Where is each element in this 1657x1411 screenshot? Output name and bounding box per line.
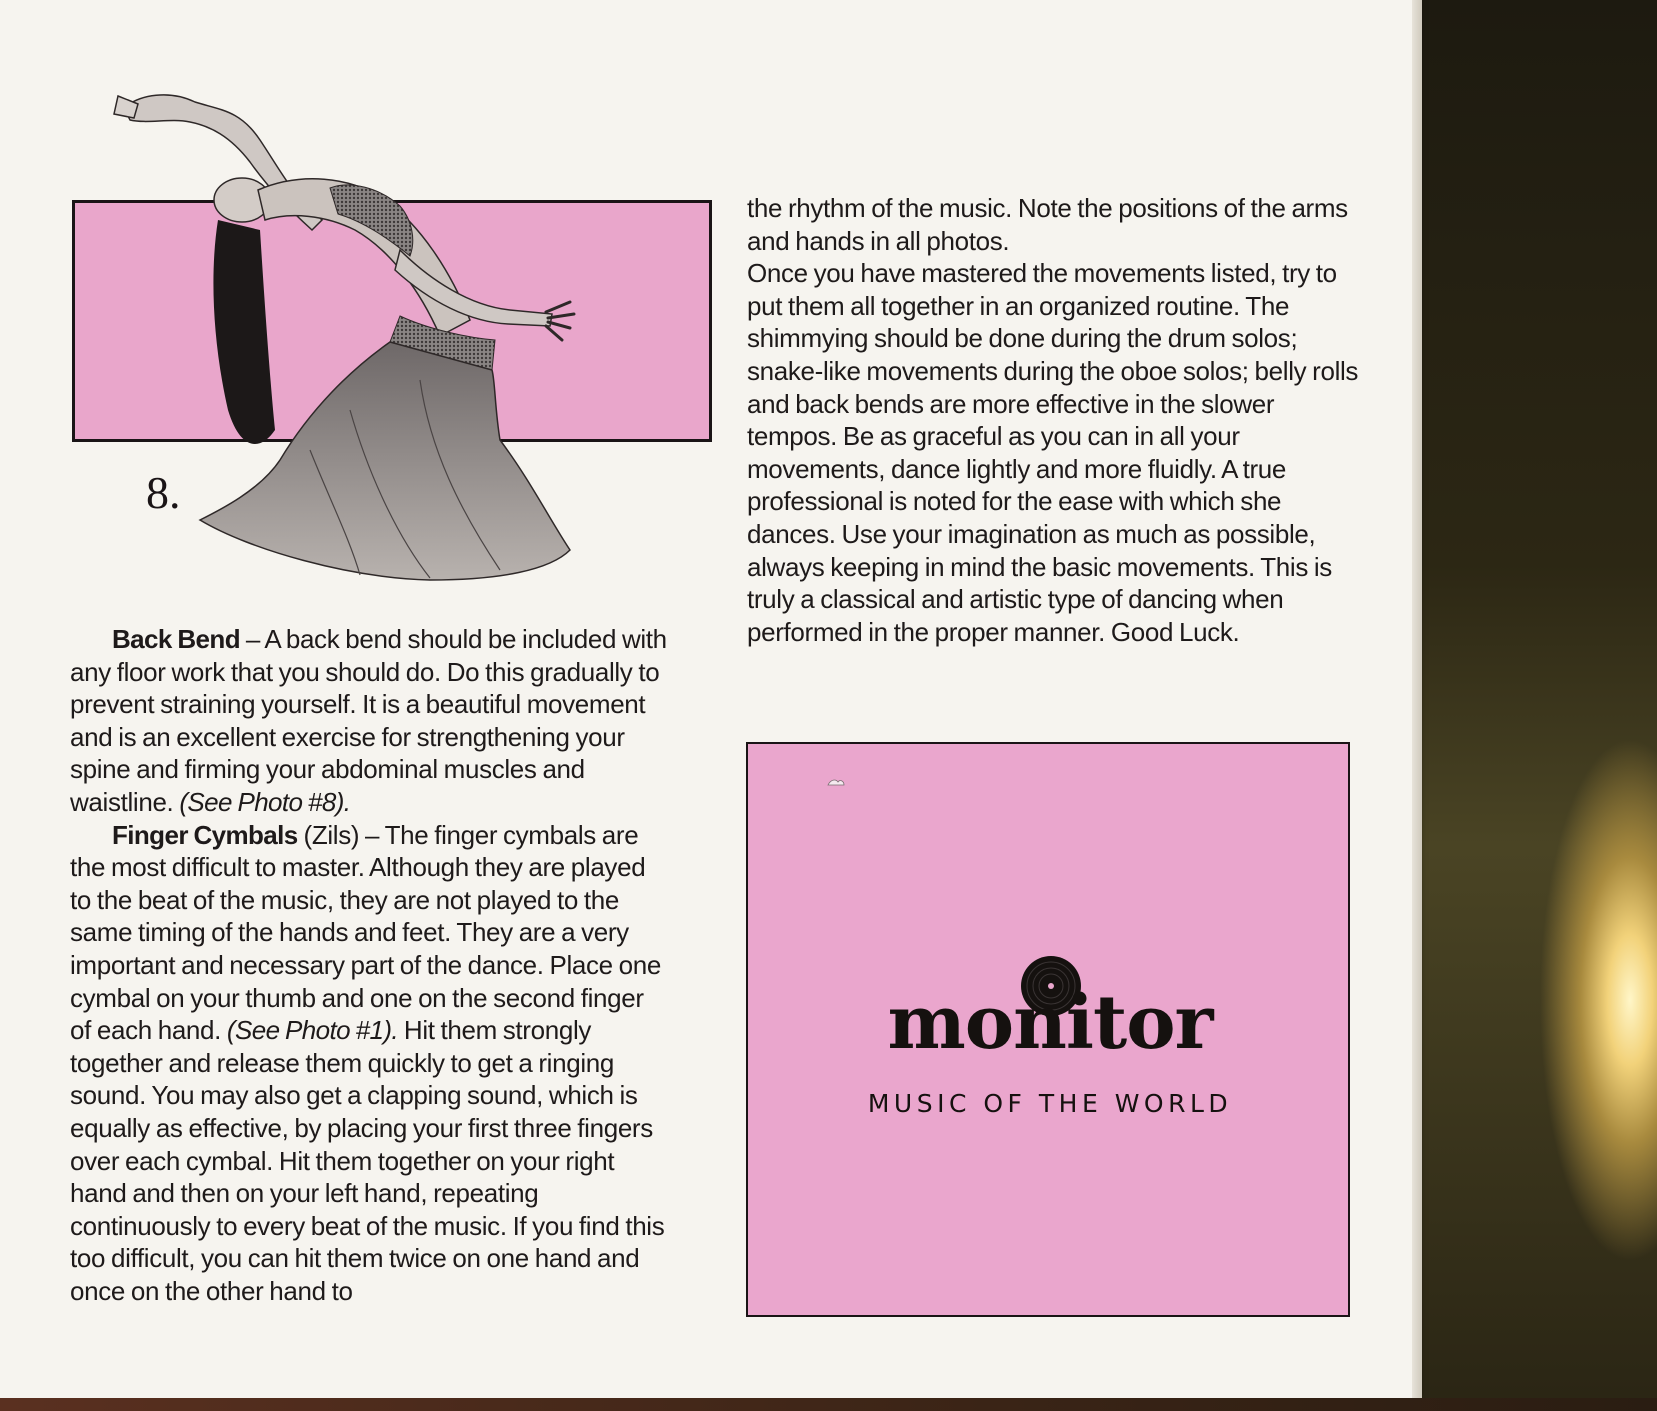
background-surface bbox=[1410, 0, 1657, 1411]
finger-cymbals-paragraph bbox=[70, 819, 670, 1308]
bottom-edge-strip bbox=[0, 1398, 1657, 1411]
monitor-tagline: MUSIC OF THE WORLD bbox=[867, 1089, 1233, 1118]
routine-paragraph: Once you have mastered the movements listed, try to put them all together in an organized routine. The shimmying should be done during the drum solos; snake-like movements during the oboe solos; belly rolls and back bends are more effective in the slower tempos. Be as graceful as you can in all your movements, dance lightly and more fluidly. A true professional is noted for the ease with which she dances. Use your imagination as much as possible, always keeping in mind the basic movements. This is truly a classical and artistic type of dancing when performed in the proper manner. Good Luck. bbox=[747, 258, 1359, 647]
photo-number: 8. bbox=[146, 467, 181, 518]
right-text-column bbox=[747, 192, 1367, 648]
back-bend-paragraph bbox=[70, 623, 670, 819]
photo-1-reference: (See Photo #1). bbox=[226, 1015, 399, 1046]
back-bend-term: Back Bend bbox=[112, 624, 240, 654]
speck-mark bbox=[826, 777, 846, 787]
finger-cymbals-text-2: Hit them strongly together and release them quickly to get a ringing sound. You may also get a clapping sound, which is equally as effective, by placing your first three fingers over each cymbal. Hit them together on your right hand and then on your left hand, repeating continuously to every beat of the music. If you find this too difficult, you can hit them twice on one hand and once on the other hand to bbox=[70, 1015, 665, 1306]
left-text-column bbox=[70, 623, 670, 1307]
page-edge bbox=[1412, 0, 1422, 1398]
photo-8-reference: (See Photo #8). bbox=[179, 786, 351, 817]
monitor-logo: monitor bbox=[887, 980, 1213, 1066]
finger-cymbals-text-1: (Zils) – The finger cymbals are the most difficult to master. Although they are played to the beat of the music, they are not played to the same timing of the hands and feet. They are a very important and necessary part of the dance. Place one cymbal on your thumb and one on the second finger of each hand. bbox=[70, 819, 661, 1046]
monitor-label-box bbox=[746, 742, 1350, 1317]
finger-cymbals-term: Finger Cymbals bbox=[112, 819, 298, 850]
back-bend-text: – A back bend should be included with any floor work that you should do. Do this gradually to prevent straining yourself. It is a beautiful movement and is an excellent exercise for strengthening your spine and firming your abdominal muscles and waistline. bbox=[70, 624, 667, 817]
rhythm-paragraph: the rhythm of the music. Note the positions of the arms and hands in all photos. bbox=[747, 193, 1348, 256]
